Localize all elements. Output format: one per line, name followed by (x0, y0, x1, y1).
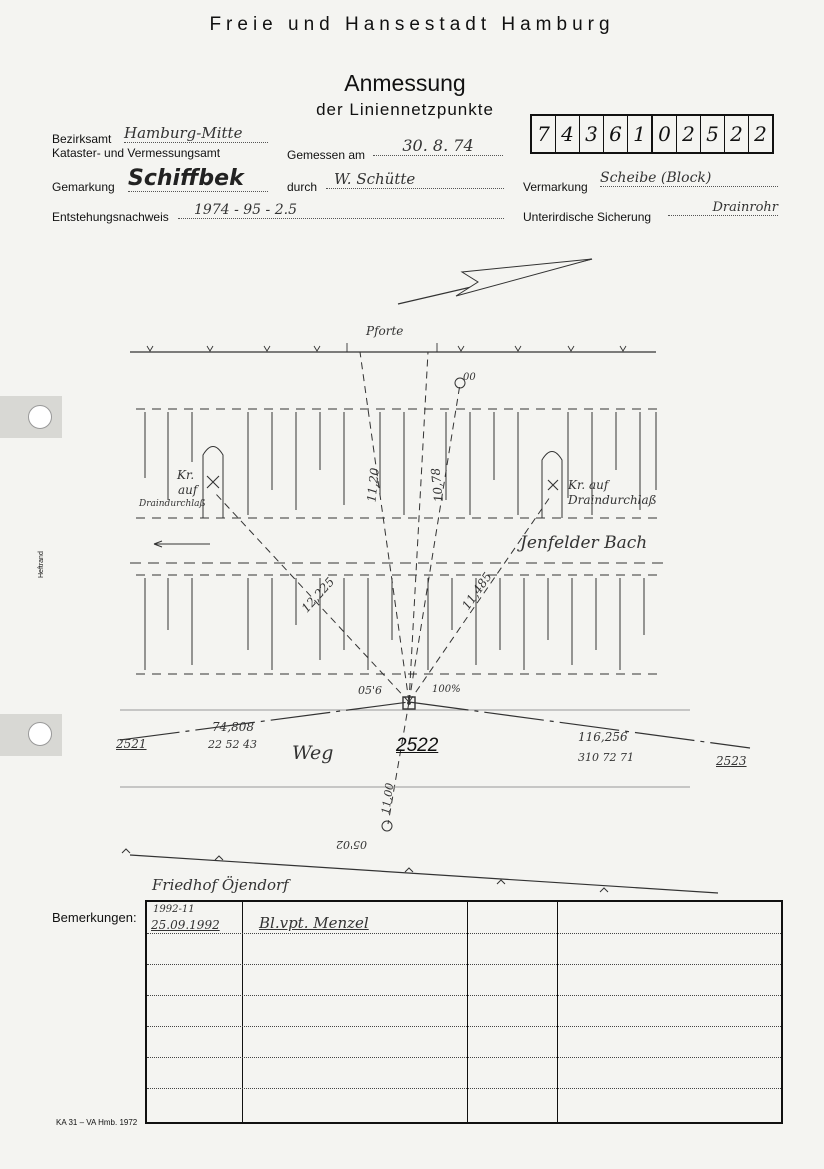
kr-left-3: Draindurchlaß (139, 499, 206, 509)
remarks-table (145, 900, 783, 1124)
digit: 6 (604, 116, 628, 152)
form-id: KA 31 – VA Hmb. 1972 (56, 1118, 138, 1127)
digit: 7 (532, 116, 556, 152)
left-angle: 22 52 43 (208, 738, 257, 751)
distance-11-485: 11,485 (459, 569, 495, 613)
remark-text: Bl.vpt. Menzel (259, 914, 369, 932)
kr-left-1: Kr. (177, 468, 195, 482)
document-subtitle: der Liniennetzpunkte (316, 100, 494, 119)
center-point-label: 2522 (396, 735, 439, 756)
remark-date-b: 25.09.1992 (151, 918, 220, 932)
kataster-label: Kataster- und Vermessungsamt (52, 146, 221, 160)
lower-bank-hatch (145, 578, 644, 670)
reference-point-bottom (382, 821, 392, 831)
margin-label: Heftrand (38, 551, 45, 578)
right-point-label: 2523 (716, 754, 747, 768)
distance-10-78: 10,78 (428, 467, 446, 503)
north-arrow-icon (398, 259, 592, 304)
right-angle: 310 72 71 (578, 751, 634, 764)
gemessen-value: 30. 8. 74 (373, 136, 503, 156)
digit: 4 (556, 116, 580, 152)
entstehung-label: Entstehungsnachweis (52, 210, 169, 224)
vermarkung-value: Scheibe (Block) (600, 170, 778, 187)
kr-right-2: Draindurchlaß (568, 493, 657, 507)
creek-label: Jenfelder Bach (520, 533, 648, 553)
authority-header: Freie und Hansestadt Hamburg (209, 14, 615, 35)
angle-left: 05'6 (358, 684, 383, 697)
digit: 2 (677, 116, 701, 152)
vermarkung-label: Vermarkung (523, 180, 588, 194)
entstehung-value: 1974 - 95 - 2.5 (178, 202, 504, 219)
durch-label: durch (287, 180, 318, 194)
digit: 5 (701, 116, 725, 152)
kr-left-2: auf (178, 483, 198, 497)
pforte-label: Pforte (366, 324, 404, 338)
bezirksamt-label: Bezirksamt (52, 132, 112, 146)
digit: 1 (628, 116, 653, 152)
left-distance: 74,808 (212, 720, 254, 734)
road-label: Weg (292, 742, 334, 764)
distance-down: 11,00 (379, 781, 397, 816)
digit: 3 (580, 116, 604, 152)
gemarkung-label: Gemarkung (52, 180, 115, 194)
cemetery-label: Friedhof Öjendorf (152, 876, 289, 894)
digit: 0 (653, 116, 677, 152)
angle-right: 100% (432, 684, 461, 695)
left-point-label: 2521 (116, 737, 147, 751)
right-distance: 116,256 (578, 730, 628, 744)
digit: 2 (725, 116, 749, 152)
bezirksamt-value: Hamburg-Mitte (124, 124, 268, 143)
gemarkung-value: Schiffbek (128, 166, 268, 192)
digit: 2 (754, 122, 767, 146)
bottom-angle: 05'02 (336, 838, 368, 851)
top-point-angle: 00 (463, 372, 476, 383)
remark-date-a: 1992-11 (153, 904, 195, 915)
durch-value: W. Schütte (326, 170, 504, 189)
gemessen-label: Gemessen am (287, 148, 366, 162)
distance-11-20: 11,20 (364, 467, 382, 503)
sicherung-value: Drainrohr (668, 200, 778, 216)
kr-right-1: Kr. auf (568, 478, 609, 492)
distance-12-225: 12,225 (298, 574, 338, 616)
fence-ticks (147, 343, 626, 352)
sicherung-label: Unterirdische Sicherung (523, 210, 652, 224)
document-title: Anmessung (344, 70, 466, 96)
remarks-label: Bemerkungen: (52, 910, 137, 925)
